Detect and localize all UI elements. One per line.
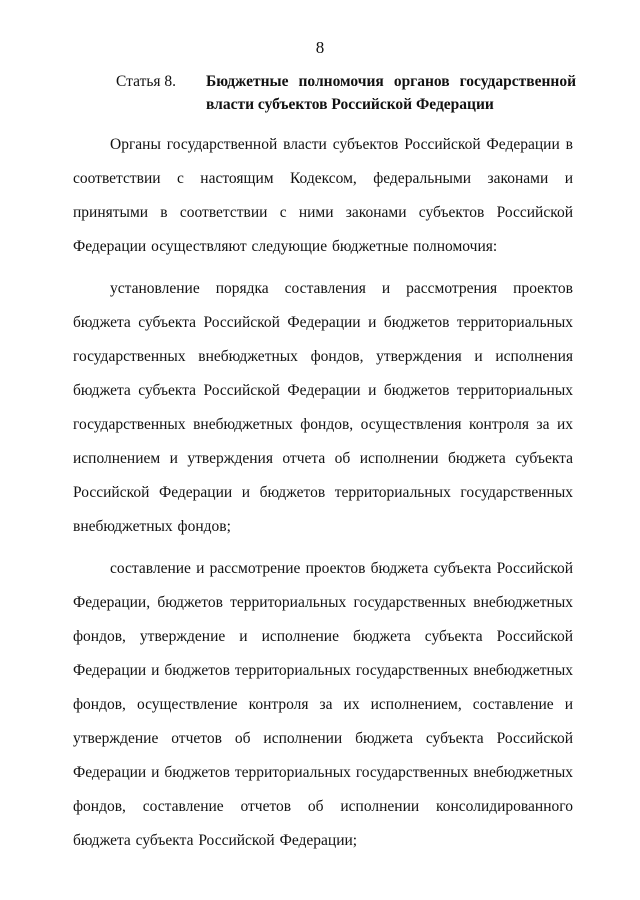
paragraph-power-drafting: составление и рассмотрение проектов бюджета субъекта Российской Федерации, бюджетов территориальных государственных внебюджетных фондов, утверждение и исполнение бюджета субъекта Российской Федерации и бюджетов территориальных государственных внебюджетных фондов, осуществление контроля за их исполнением, составление и утверждение отчетов об исполнении бюджета субъекта Российской Федерации и бюджетов территориальных государственных внебюджетных фондов, составление отчетов об исполнении консолидированного бюджета субъекта Российской Федерации; (73, 560, 573, 849)
page-number: 8 (315, 38, 325, 57)
article-title: Бюджетные полномочия органов государственной власти субъектов Российской Федерации (206, 73, 576, 113)
article-body (73, 128, 573, 866)
paragraph-power-procedure: установление порядка составления и рассмотрения проектов бюджета субъекта Российской Федерации и бюджетов территориальных государственных внебюджетных фондов, утверждения и исполнения бюджета субъекта Российской Федерации и бюджетов территориальных государственных внебюджетных фондов, осуществления контроля за их исполнением и утверждения отчета об исполнении бюджета субъекта Российской Федерации и бюджетов территориальных государственных внебюджетных фондов; (73, 280, 573, 535)
paragraph-intro: Органы государственной власти субъектов Российской Федерации в соответствии с настоящим Кодексом, федеральными законами и принятыми в соответствии с ними законами субъектов Российской Федерации осуществляют следующие бюджетные полномочия: (73, 136, 573, 255)
article-label: Статья 8. (116, 73, 177, 90)
